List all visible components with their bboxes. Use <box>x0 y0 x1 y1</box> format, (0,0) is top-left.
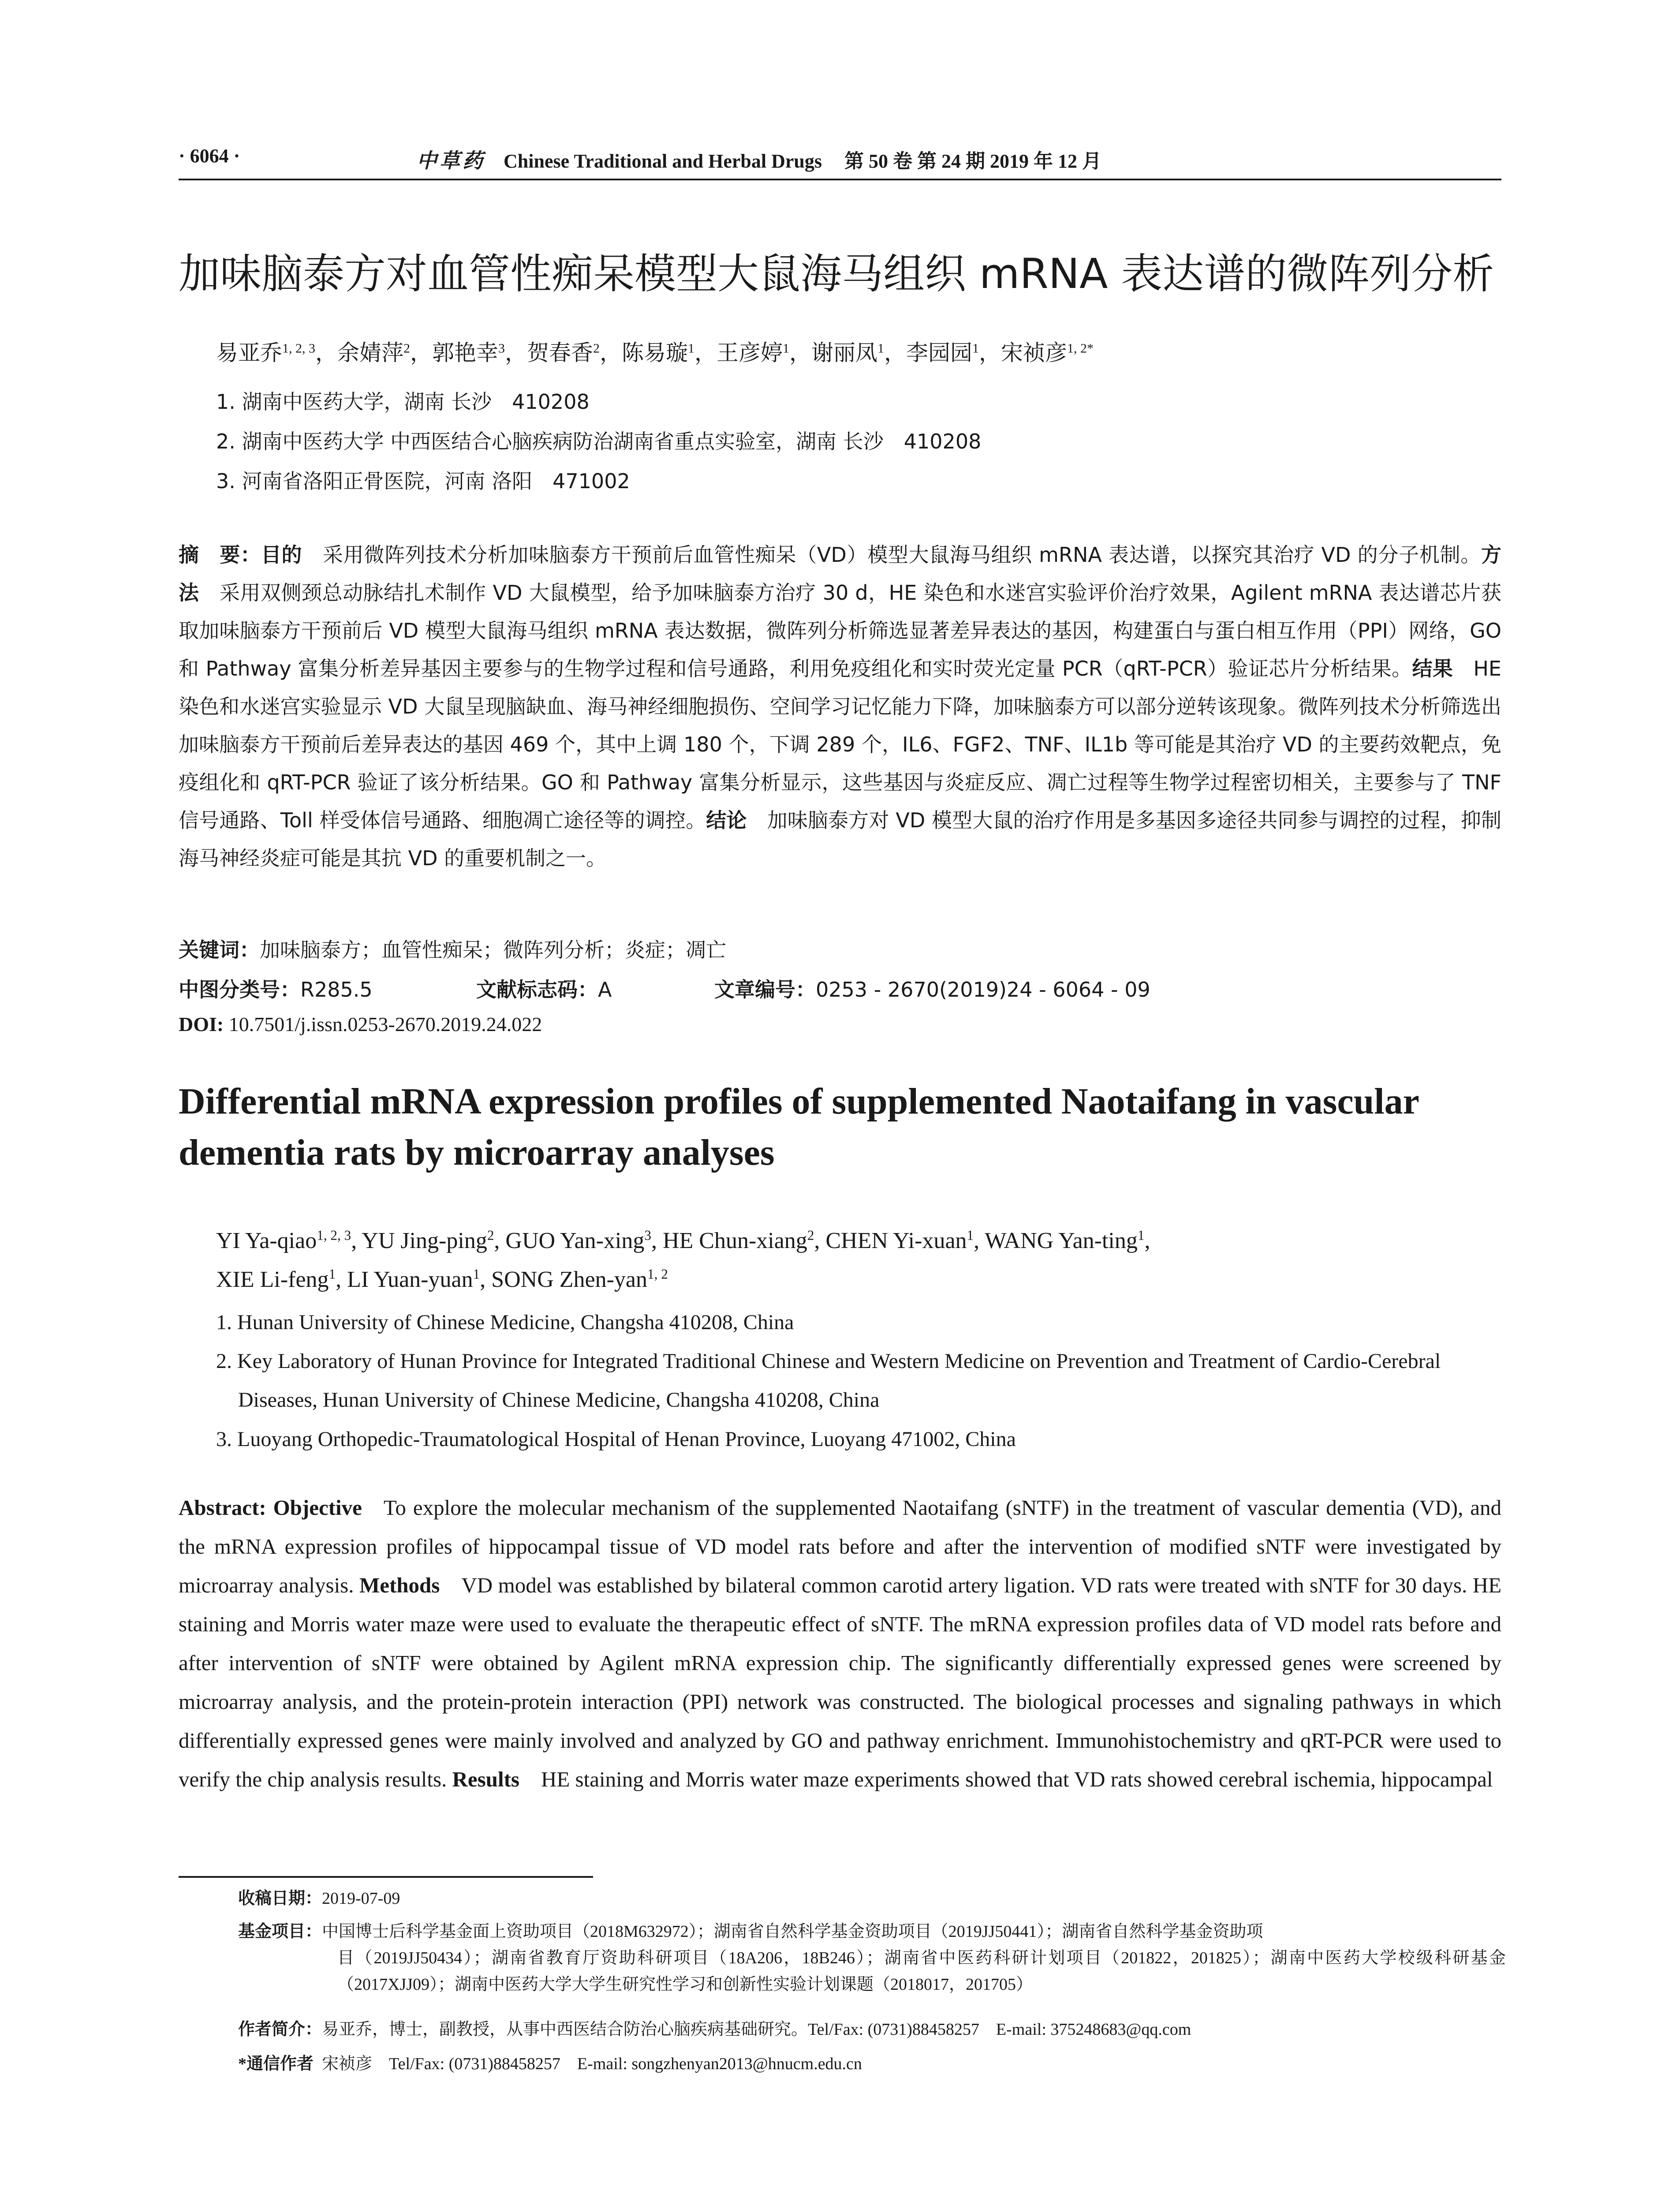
cn-keywords-text: 加味脑泰方；血管性痴呆；微阵列分析；炎症；凋亡 <box>260 938 726 962</box>
footnote-fund-cont: 目（2019JJ50434）；湖南省教育厅资助科研项目（18A206，18B246）；湖南省中医药科研计划项目（201822，201825）；湖南中医药大学校级科研基金（2017XJJ09）；湖南中医药大学大学生研究性学习和创新性实验计划课题（2018017，201705） <box>337 1949 1506 1994</box>
en-results-label: Results <box>452 1767 519 1791</box>
corr-text: 宋祯彦 Tel/Fax: (0731)88458257 E-mail: songzhenyan2013@hnucm.edu.cn <box>322 2055 862 2073</box>
article-no-label: 文章编号： <box>714 978 816 1002</box>
author-affiliation-mark: 1 <box>967 1227 974 1243</box>
author-affiliation-mark: 1 <box>972 341 979 356</box>
author-name: WANG Yan-ting <box>985 1228 1138 1253</box>
doi-line <box>179 1013 542 1036</box>
author-name: 贺春香 <box>527 340 593 365</box>
author-name: XIE Li-feng <box>216 1267 329 1292</box>
author-name: 余婧萍 <box>337 340 403 365</box>
running-header <box>179 140 1501 180</box>
author-affiliation-mark: 1 <box>329 1266 336 1282</box>
fund-label: 基金项目： <box>238 1922 322 1941</box>
clc-label: 中图分类号： <box>179 978 300 1002</box>
en-results: HE staining and Morris water maze experiments showed that VD rats showed cerebral ischemia, hippocampal <box>541 1767 1493 1791</box>
cn-results-label: 结果 <box>1412 657 1453 680</box>
en-authors <box>216 1222 1495 1299</box>
en-authors-line-1: YI Ya-qiao$^{1, 2, 3}$, YU Jing-ping$^2$, GUO Yan-xing$^3$, HE Chun-xiang$^2$, CHEN Yi-xuan$^1$, WANG Yan-ting$^1$, <box>216 1227 1150 1253</box>
article-no-value: 0253 - 2670(2019)24 - 6064 - 09 <box>816 978 1150 1002</box>
author-affiliation-mark: 1, 2 <box>647 1266 668 1282</box>
cn-keywords <box>179 934 726 963</box>
received-date: 2019-07-09 <box>322 1889 400 1908</box>
journal-header <box>417 145 1101 174</box>
author-name: YU Jing-ping <box>362 1228 487 1253</box>
cn-conclusion-label: 结论 <box>706 808 747 832</box>
author-affiliation-mark: 2 <box>403 341 410 356</box>
en-abstract <box>179 1488 1501 1799</box>
author-affiliation-mark: 1 <box>1137 1227 1145 1243</box>
footnote-fund <box>238 1918 1504 1945</box>
journal-logo: 中草药 <box>417 149 485 172</box>
author-affiliation-mark: 1 <box>473 1266 480 1282</box>
cn-keywords-label: 关键词： <box>179 938 260 962</box>
author-name: 谢丽凤 <box>811 340 877 365</box>
en-authors-line-2: XIE Li-feng$^1$, LI Yuan-yuan$^1$, SONG Zhen-yan$^{1, 2}$ <box>216 1266 668 1292</box>
author-affiliation-mark: 1, 2, 3 <box>317 1227 351 1243</box>
en-title: Differential mRNA expression profiles of supplemented Naotaifang in vascular dementia rats by microarray analyses <box>179 1081 1419 1173</box>
author-name: SONG Zhen-yan <box>491 1267 647 1292</box>
cn-conclusion: 加味脑泰方对 VD 模型大鼠的治疗作用是多基因多途径共同参与调控的过程，抑制海马神经炎症可能是其抗 VD 的重要机制之一。 <box>179 808 1501 870</box>
en-affiliation-3: 3. Luoyang Orthopedic-Traumatological Hospital of Henan Province, Luoyang 471002, China <box>216 1428 1016 1451</box>
author-affiliation-mark: 2 <box>487 1227 494 1243</box>
author-bio: 易亚乔，博士，副教授，从事中西医结合防治心脑疾病基础研究。Tel/Fax: (0731)88458257 E-mail: 375248683@qq.com <box>322 2020 1191 2039</box>
author-name: CHEN Yi-xuan <box>825 1228 967 1253</box>
author-name: LI Yuan-yuan <box>347 1267 473 1292</box>
author-affiliation-mark: 1 <box>877 341 884 356</box>
page-number: · 6064 · <box>179 145 240 167</box>
en-objective: To explore the molecular mechanism of the supplemented Naotaifang (sNTF) in the treatment of vascular dementia (VD), and the mRNA expression profiles of hippocampal tissue of VD model rats before and after the intervention of modified sNTF were investigated by microarray analysis. <box>179 1495 1501 1597</box>
corr-label: *通信作者 <box>238 2055 314 2073</box>
doi-value: 10.7501/j.issn.0253-2670.2019.24.022 <box>228 1013 542 1035</box>
cn-objective: 采用微阵列技术分析加味脑泰方干预前后血管性痴呆（VD）模型大鼠海马组织 mRNA 表达谱，以探究其治疗 VD 的分子机制。 <box>322 543 1482 567</box>
doi-label: DOI: <box>179 1013 224 1035</box>
cn-methods-label: 方法 <box>179 543 1502 605</box>
author-name: YI Ya-qiao <box>216 1228 317 1253</box>
cn-affiliation-3: 3. 河南省洛阳正骨医院，河南 洛阳 471002 <box>216 469 630 493</box>
journal-name-en: Chinese Traditional and Herbal Drugs <box>504 150 822 172</box>
cn-abstract-label: 摘 要： <box>179 543 261 567</box>
author-bio-label: 作者简介： <box>238 2020 322 2039</box>
doc-code-label: 文献标志码： <box>476 978 598 1002</box>
footnote-author <box>238 2016 1191 2043</box>
author-affiliation-mark: 1 <box>783 341 789 356</box>
en-objective-label: Objective <box>273 1495 362 1520</box>
cn-article-no <box>714 974 1150 1003</box>
author-name: 陈易璇 <box>622 340 688 365</box>
author-affiliation-mark: 2 <box>807 1227 814 1243</box>
cn-methods: 采用双侧颈总动脉结扎术制作 VD 大鼠模型，给予加味脑泰方治疗 30 d，HE 染色和水迷宫实验评价治疗效果，Agilent mRNA 表达谱芯片获取加味脑泰方干预前后 VD 模型大鼠海马组织 mRNA 表达数据，微阵列分析筛选显著差异表达的基因，构建蛋白与蛋白相互作用（PPI）网络，GO 和 Pathway 富集分析差异基因主要参与的生物学过程和信号通路，利用免疫组化和实时荧光定量 PCR（qRT-PCR）验证芯片分析结果。 <box>179 581 1501 680</box>
author-name: GUO Yan-xing <box>505 1228 645 1253</box>
cn-results: HE 染色和水迷宫实验显示 VD 大鼠呈现脑缺血、海马神经细胞损伤、空间学习记忆能力下降，加味脑泰方可以部分逆转该现象。微阵列技术分析筛选出加味脑泰方干预前后差异表达的基因 469 个，其中上调 180 个，下调 289 个，IL6、FGF2、TNF、IL1b 等可能是其治疗 VD 的主要药效靶点，免疫组化和 qRT-PCR 验证了该分析结果。GO 和 Pathway 富集分析显示，这些基因与炎症反应、凋亡过程等生物学过程密切相关，主要参与了 TNF 信号通路、Toll 样受体信号通路、细胞凋亡途径等的调控。 <box>179 657 1501 832</box>
journal-issue: 第 50 卷 第 24 期 2019 年 12 月 <box>844 150 1102 172</box>
author-affiliation-mark: 3 <box>644 1227 651 1243</box>
author-name: HE Chun-xiang <box>662 1228 807 1253</box>
en-affiliation-2-text: 2. Key Laboratory of Hunan Province for Integrated Traditional Chinese and Western Medicine on Prevention and Treatment of Cardio-Cerebral Diseases, Hunan University of Chinese Medicine, Changsha 410208, China <box>216 1349 1441 1412</box>
received-label: 收稿日期： <box>238 1889 322 1908</box>
author-affiliation-mark: 1 <box>688 341 694 356</box>
author-name: 易亚乔 <box>216 340 282 365</box>
author-name: 李园园 <box>906 340 972 365</box>
cn-affiliation-2: 2. 湖南中医药大学 中西医结合心脑疾病防治湖南省重点实验室，湖南 长沙 410208 <box>216 430 982 453</box>
author-name: 王彦婷 <box>717 340 783 365</box>
footnote-rule <box>179 1876 593 1878</box>
footnote-received <box>238 1885 400 1912</box>
en-affiliation-1: 1. Hunan University of Chinese Medicine, Changsha 410208, China <box>216 1311 794 1334</box>
author-name: 郭艳幸 <box>432 340 498 365</box>
clc-value: R285.5 <box>300 978 373 1002</box>
cn-classification <box>179 974 373 1003</box>
author-affiliation-mark: 3 <box>498 341 505 356</box>
author-affiliation-mark: 1, 2, 3 <box>282 341 315 356</box>
en-abstract-label: Abstract: <box>179 1495 266 1520</box>
fund-text-first: 中国博士后科学基金面上资助项目（2018M632972）；湖南省自然科学基金资助项目（2019JJ50441）；湖南省自然科学基金资助项 <box>322 1922 1263 1941</box>
en-methods-label: Methods <box>359 1573 440 1597</box>
cn-doc-code <box>476 974 612 1003</box>
header-rule <box>179 179 1501 180</box>
author-name: 宋祯彦 <box>1001 340 1067 365</box>
cn-affiliation-1: 1. 湖南中医药大学，湖南 长沙 410208 <box>216 390 590 414</box>
cn-title: 加味脑泰方对血管性痴呆模型大鼠海马组织 mRNA 表达谱的微阵列分析 <box>179 250 1494 298</box>
en-affiliation-2 <box>216 1342 1501 1420</box>
en-methods: VD model was established by bilateral common carotid artery ligation. VD rats were treated with sNTF for 30 days. HE staining and Morris water maze were used to evaluate the therapeutic effect of sNTF. The mRNA expression profiles data of VD model rats before and after intervention of sNTF were obtained by Agilent mRNA expression chip. The significantly differentially expressed genes were screened by microarray analysis, and the protein-protein interaction (PPI) network was constructed. The biological processes and signaling pathways in which differentially expressed genes were mainly involved and analyzed by GO and pathway enrichment. Immunohistochemistry and qRT-PCR were used to verify the chip analysis results. <box>179 1573 1502 1791</box>
author-affiliation-mark: 1, 2* <box>1067 341 1094 356</box>
doc-code-value: A <box>598 978 612 1002</box>
footnote-corresponding <box>238 2051 862 2077</box>
cn-objective-label: 目的 <box>261 543 302 567</box>
author-affiliation-mark: 2 <box>593 341 600 356</box>
cn-abstract <box>179 536 1501 877</box>
cn-authors: 易亚乔$^{1, 2, 3}$，余婧萍$^2$，郭艳幸$^3$，贺春香$^2$，陈易璇$^1$，王彦婷$^1$，谢丽凤$^1$，李园园$^1$，宋祯彦$^{1, 2*}$ <box>216 340 1094 365</box>
